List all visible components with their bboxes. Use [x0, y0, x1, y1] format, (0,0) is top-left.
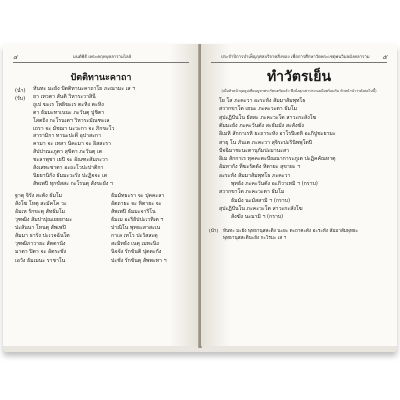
verse-column-right: ธัมเม อะริยัปปะเวทิเต ฯ: [111, 217, 164, 223]
verse-line: อะระหัง สัมมาสัมพุทโธ ภะคะวา: [219, 172, 291, 179]
right-page: [201, 44, 397, 346]
verse-line: อัมหากัง ทีฆะรัตตัง หิตายะ สุขายะ ฯ: [219, 164, 301, 171]
verse-column-right: ปาณิโน พุทธะสาสะเน: [111, 225, 161, 232]
verse-line: อิเมหิ สักกาเรหิ ยะถาระหัง อาโรปิเตหิ อะภิปูชะยามะ: [219, 131, 336, 138]
right-page-number: ๕: [382, 54, 387, 61]
verse-line: โสตถิง กะโรนเตฯ วิหาระมัณฑะเล: [33, 117, 110, 124]
verse-column-left: สัมมา ธารัง ปะเวจฉันโต: [15, 233, 70, 240]
verse-column-right: ปะชัง รักขันตุ สัพพะทา ฯ: [111, 257, 167, 264]
verse-column-left: วุฑฒิง สัมปาปุณเยยยามะ: [15, 217, 72, 223]
verse-line: ปัจฉิมาชะนะตานุกัมปะมานะสา: [219, 147, 290, 154]
note-marker: (นำ): [209, 228, 219, 234]
verse-marker: (นำ): [15, 88, 26, 94]
verse-column-left: อัมเห รักขะตุ สัทธัมโม: [15, 208, 66, 215]
verse-line: สารามิกา ทานะปะตี อุปาสะกา: [33, 133, 101, 140]
right-running-head: [211, 52, 387, 63]
verse-line: สังฆัง นะมามิ ฯ (กราบ): [231, 214, 284, 221]
open-book: [3, 44, 397, 352]
note-line: หันทะ มะยัง พุทธานุสสะติง นะยะ ตะถาคะตัง อะระหัง สัมมาสัมพุทธะ: [223, 228, 359, 234]
verse-column-right: กาเล เทโว ปะวัสสะตุ: [111, 233, 158, 240]
verse-column-left: ฐาตุ จิรัง สะตัง ธัมโม: [15, 192, 63, 199]
verse-line: อิเม สักกาเร ทุคคะตะปัณณาการะภูเต ปะฏิคคัณหาตุ: [219, 156, 336, 163]
verse-line: ตา ธัมมะทาเนนะ ภะวันตุ ปูชิตา: [33, 109, 105, 116]
verse-line: หันทะ มะยัง ปัตติทานะคาถาโย ภะณามะ เส ฯ: [33, 86, 136, 92]
verse-line: โย โส ภะคะวา อะระหัง สัมมาสัมพุทโธ: [219, 98, 306, 104]
verse-line: สวากขาโต เยนะ ภะคะวะตา ธัมโม: [219, 106, 298, 113]
left-running-head: [13, 52, 189, 63]
verse-column-right: สะมิทธัง เนตุ เมทะนิง: [111, 241, 159, 248]
verse-line: ถูเป ฆะเร โพธิฆะเร ตะหิง ตะหิง: [33, 101, 104, 108]
verse-column-left: สังโฆ โหตุ สะมัคโค วะ: [15, 200, 67, 207]
verse-line: ตัมมะยัง ภะคะวันตัง สะธัมมัง สะสังฆัง: [219, 122, 304, 129]
verse-line: สาธุ โน ภันเต ภะคะวา สุจิระปะรินิพพุโตปิ: [219, 139, 313, 146]
verse-line: ชะลาพุชา เยปิ จะ อัณฑะสัมภะวา: [33, 157, 108, 164]
verse-column-right: สัพเพปิ ธัมมะจาริโน: [111, 208, 156, 215]
verse-line: สัพเพปิ ทุกขัสสะ กะโรนตุ สังขะยัง ฯ: [33, 180, 113, 187]
verse-line: สุปะฏิปันโน ภะคะวะโต สาวะกะสังโฆ: [219, 205, 303, 212]
verse-column-right: ธัมมัทธะรา จะ ปุคคะลา: [111, 192, 165, 199]
verse-line: ยา เทวตา สันติ วิหาระวาสินี: [33, 93, 96, 100]
verse-line: สุปะฏิปันโน ยัสสะ ภะคะวะโต สาวะกะสังโฆ: [219, 114, 317, 121]
verse-column-right: อัตถายะ จะ หิตายะ จะ: [111, 200, 162, 207]
verse-line: เถรา จะ มัชฌา นะวะกา จะ ภิกขะโว: [33, 125, 115, 132]
left-page-title: ปัตติทานะคาถา: [70, 73, 132, 83]
verse-line: พุทธัง ภะคะวันตัง อะภิวาเทมิ ฯ (กราบ): [231, 181, 318, 187]
left-page: [3, 44, 200, 346]
left-page-number: ๔: [13, 54, 18, 61]
left-running-head-text: มนต์พิธี เพระคฤหบุคลารามไลล์: [73, 55, 132, 60]
verse-marker: (รับ): [15, 95, 26, 102]
note-line: พุทธานุสสะตินะยัง กะโรมะ เส ฯ: [223, 235, 287, 241]
right-running-head-text: ประจำปีการบำเพ็ญกุศลบริจาคสิ่งของ เพื่อการศึกษาวัดพระเชตุพนวิมลมังคลาราม: [221, 55, 370, 60]
verse-line: นิยยานิกัง ธัมมะวะรัง ปะฏิจจะ เต: [33, 172, 108, 179]
verse-column-left: เอวัง ธัมเมนะ ราชาโน: [15, 257, 66, 264]
verse-line: สัปปาณะภูตา สุขิตา ภะวันตุ เต: [33, 149, 103, 156]
verse-column-left: วุฑฒิภาวายะ สัตตานัง: [15, 241, 66, 248]
verse-column-right: นิจจัง รักขันติ ปุตตะกัง: [111, 249, 162, 256]
verse-line: สวากขาโต ภะคะวะตา ธัมโม: [219, 189, 285, 196]
verse-line: ธัมมัง นะมัสสามิ ฯ (กราบ): [231, 197, 290, 204]
right-page-title: ทำวัตรเย็น: [266, 69, 332, 85]
verse-line: คามา จะ เทสา นิคะมา จะ อิสสะรา: [33, 141, 111, 148]
verse-column-left: ปะสันนา โหนตุ สัพเพปิ: [15, 225, 66, 232]
verse-column-left: มาตา ปิตา จะ อัตระชัง: [15, 249, 67, 256]
verse-line: สังเสทะชาตา อะถะโวปะปาติกา: [33, 165, 104, 171]
right-page-instruction: (เมื่อหัวหน้าจุดธูปเทียนบูชาพระรัตนตรัยแล้ว พึงนั่งคุกเข่าประณมมือพร้อมกัน หัวหน้านำว่าดังต่อไปนี้): [221, 89, 377, 93]
